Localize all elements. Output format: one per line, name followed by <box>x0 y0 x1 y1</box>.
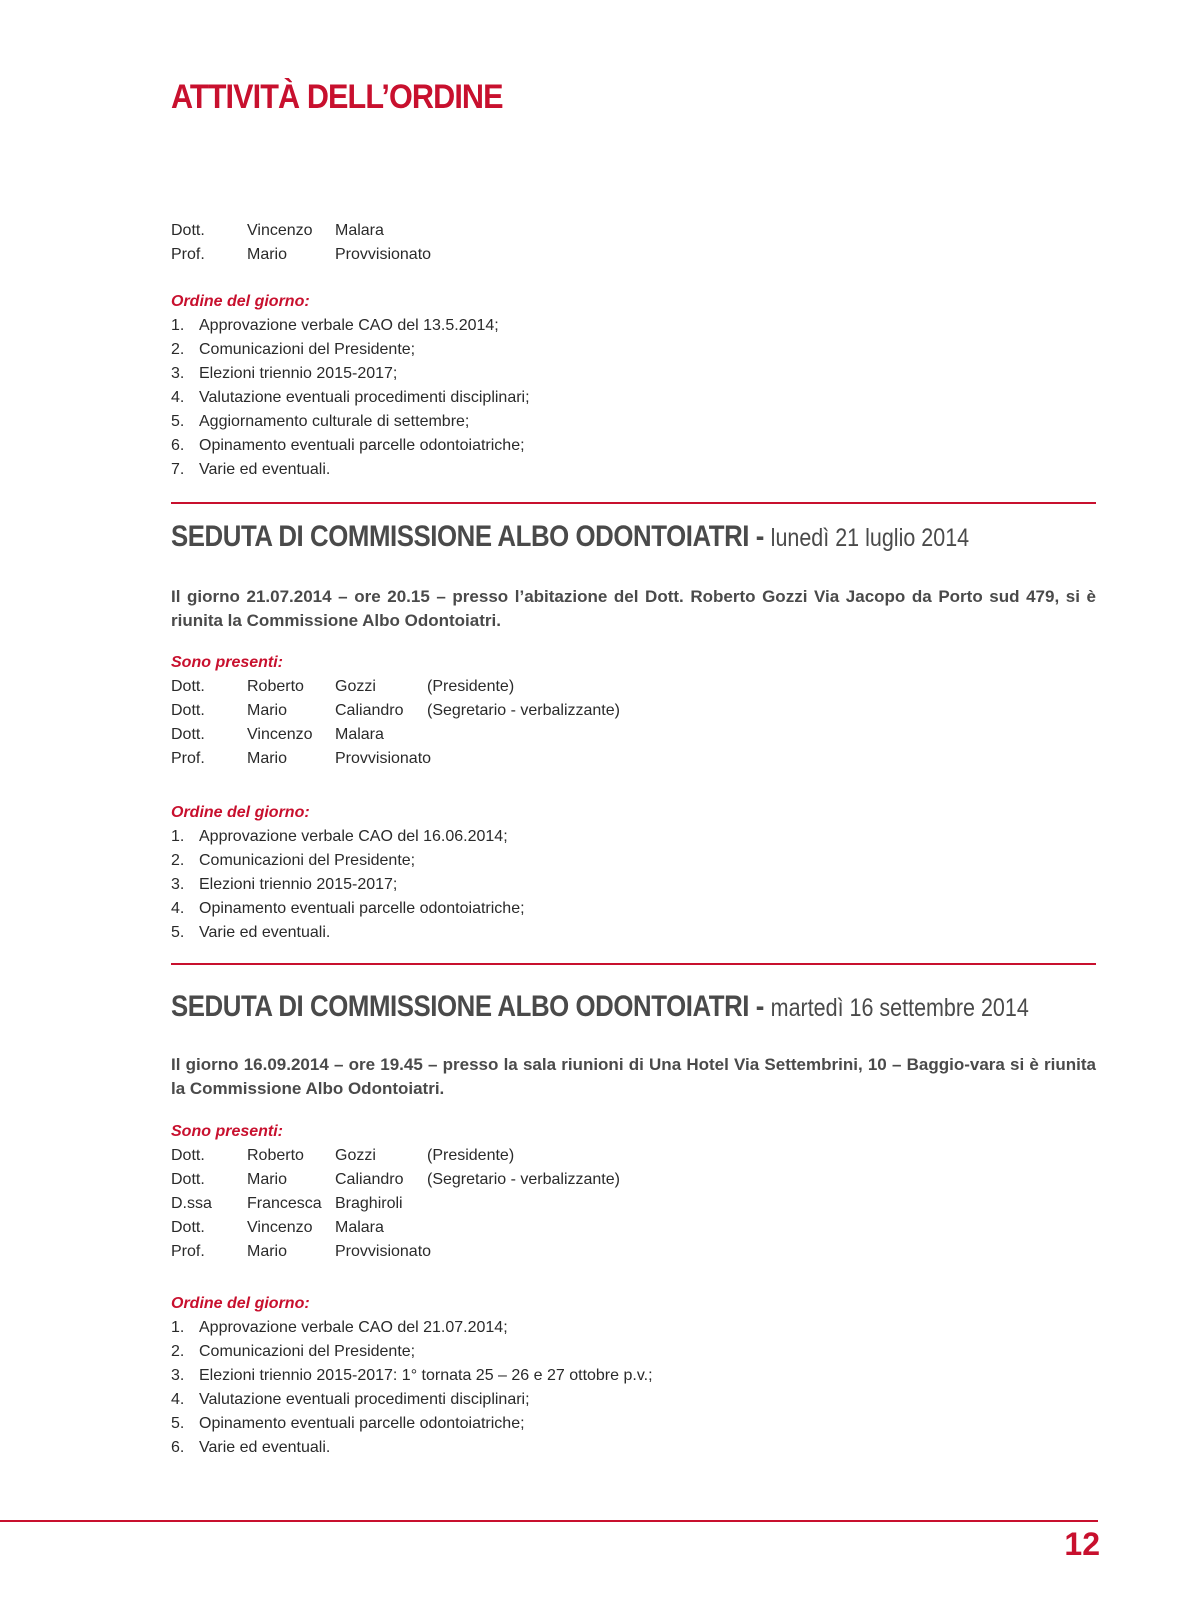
member-row <box>171 699 1096 723</box>
session-heading: SEDUTA DI COMMISSIONE ALBO ODONTOIATRI - <box>171 520 771 553</box>
present-label: Sono presenti: <box>171 654 284 671</box>
agenda-item <box>171 314 1096 338</box>
member-first-name: Vincenzo <box>247 222 313 239</box>
agenda-label: Ordine del giorno: <box>171 1295 310 1312</box>
footer-divider <box>0 1520 1098 1522</box>
agenda-item-number: 4. <box>171 1391 185 1408</box>
member-first-name: Mario <box>247 246 288 263</box>
member-title: Dott. <box>171 222 205 239</box>
member-role: (Presidente) <box>427 678 515 695</box>
member-title: Prof. <box>171 246 205 263</box>
agenda-item <box>171 362 1096 386</box>
session-heading: SEDUTA DI COMMISSIONE ALBO ODONTOIATRI - <box>171 990 771 1023</box>
agenda-item-number: 1. <box>171 317 185 334</box>
member-last-name: Malara <box>335 726 384 743</box>
member-last-name: Gozzi <box>335 678 376 695</box>
agenda-label: Ordine del giorno: <box>171 804 310 821</box>
session-title <box>171 520 1096 554</box>
member-title: Prof. <box>171 1243 205 1260</box>
agenda-list <box>171 314 1096 482</box>
member-row <box>171 1144 1096 1168</box>
member-last-name: Malara <box>335 222 384 239</box>
agenda-item <box>171 458 1096 482</box>
member-title: Dott. <box>171 1171 205 1188</box>
member-title: Dott. <box>171 726 205 743</box>
agenda-item-text: Comunicazioni del Presidente; <box>199 852 416 869</box>
member-role: (Segretario - verbalizzante) <box>427 702 620 719</box>
member-first-name: Francesca <box>247 1195 322 1212</box>
member-row <box>171 747 1096 771</box>
agenda-item-number: 4. <box>171 389 185 406</box>
agenda-item <box>171 873 1096 897</box>
page-number: 12 <box>1064 1526 1100 1562</box>
present-members-list <box>171 651 1096 771</box>
member-row <box>171 723 1096 747</box>
agenda-label: Ordine del giorno: <box>171 293 310 310</box>
member-first-name: Mario <box>247 1243 288 1260</box>
member-role: (Segretario - verbalizzante) <box>427 1171 620 1188</box>
agenda-item-number: 6. <box>171 1439 185 1456</box>
member-title: Dott. <box>171 678 205 695</box>
member-row <box>171 1192 1096 1216</box>
agenda-item-text: Comunicazioni del Presidente; <box>199 1343 416 1360</box>
agenda-item <box>171 1436 1096 1460</box>
member-first-name: Roberto <box>247 678 304 695</box>
agenda-item-text: Opinamento eventuali parcelle odontoiatriche; <box>199 900 525 917</box>
agenda-item-text: Elezioni triennio 2015-2017: 1° tornata 25 – 26 e 27 ottobre p.v.; <box>199 1367 653 1384</box>
member-row <box>171 675 1096 699</box>
agenda-item <box>171 897 1096 921</box>
agenda-item-number: 5. <box>171 413 185 430</box>
agenda-item <box>171 921 1096 945</box>
member-first-name: Mario <box>247 702 288 719</box>
member-last-name: Gozzi <box>335 1147 376 1164</box>
agenda-item <box>171 825 1096 849</box>
member-row <box>171 1216 1096 1240</box>
agenda-item <box>171 434 1096 458</box>
agenda-item-text: Valutazione eventuali procedimenti disciplinari; <box>199 1391 530 1408</box>
member-last-name: Caliandro <box>335 702 404 719</box>
agenda-list <box>171 825 1096 945</box>
member-first-name: Mario <box>247 1171 288 1188</box>
member-row <box>171 219 1096 243</box>
section-header-title: ATTIVITÀ DELL’ORDINE <box>171 78 503 116</box>
agenda-item <box>171 338 1096 362</box>
agenda-item-number: 4. <box>171 900 185 917</box>
session-intro: Il giorno 21.07.2014 – ore 20.15 – presso l’abitazione del Dott. Roberto Gozzi Via Jacopo da Porto sud 479, si è riunita la Commissione Albo Odontoiatri. <box>171 587 1096 630</box>
section-divider <box>171 502 1096 504</box>
agenda-item-number: 3. <box>171 876 185 893</box>
member-role: (Presidente) <box>427 1147 515 1164</box>
member-last-name: Caliandro <box>335 1171 404 1188</box>
top-members-list <box>171 219 1096 267</box>
member-first-name: Vincenzo <box>247 726 313 743</box>
agenda-item <box>171 1412 1096 1436</box>
agenda-item <box>171 849 1096 873</box>
agenda-item-text: Varie ed eventuali. <box>199 1439 331 1456</box>
agenda-item-number: 2. <box>171 852 185 869</box>
agenda-item-text: Approvazione verbale CAO del 21.07.2014; <box>199 1319 508 1336</box>
agenda-item-number: 2. <box>171 1343 185 1360</box>
member-title: Dott. <box>171 1219 205 1236</box>
top-agenda <box>171 290 1096 482</box>
agenda-item-text: Approvazione verbale CAO del 16.06.2014; <box>199 828 508 845</box>
agenda-item-text: Varie ed eventuali. <box>199 924 331 941</box>
member-last-name: Provvisionato <box>335 246 432 263</box>
member-title: Prof. <box>171 750 205 767</box>
present-label: Sono presenti: <box>171 1123 284 1140</box>
agenda-item-number: 5. <box>171 924 185 941</box>
agenda-item-text: Opinamento eventuali parcelle odontoiatriche; <box>199 1415 525 1432</box>
agenda-item <box>171 386 1096 410</box>
present-members-list <box>171 1120 1096 1264</box>
session-date: lunedì 21 luglio 2014 <box>770 524 970 552</box>
agenda-item-number: 3. <box>171 1367 185 1384</box>
section-divider <box>171 963 1096 965</box>
agenda-item-text: Varie ed eventuali. <box>199 461 331 478</box>
session-title <box>171 990 1096 1024</box>
agenda-item <box>171 1388 1096 1412</box>
agenda-item-number: 2. <box>171 341 185 358</box>
member-last-name: Braghiroli <box>335 1195 403 1212</box>
agenda-item-number: 1. <box>171 1319 185 1336</box>
member-first-name: Mario <box>247 750 288 767</box>
member-last-name: Malara <box>335 1219 384 1236</box>
agenda-item-text: Approvazione verbale CAO del 13.5.2014; <box>199 317 499 334</box>
member-row <box>171 1168 1096 1192</box>
agenda-item <box>171 1364 1096 1388</box>
member-title: Dott. <box>171 702 205 719</box>
agenda-item-text: Elezioni triennio 2015-2017; <box>199 365 398 382</box>
member-title: D.ssa <box>171 1195 212 1212</box>
agenda-item <box>171 410 1096 434</box>
agenda-item-number: 1. <box>171 828 185 845</box>
member-last-name: Provvisionato <box>335 1243 432 1260</box>
session-agenda <box>171 801 1096 945</box>
member-first-name: Roberto <box>247 1147 304 1164</box>
member-last-name: Provvisionato <box>335 750 432 767</box>
agenda-item-text: Elezioni triennio 2015-2017; <box>199 876 398 893</box>
agenda-item-number: 7. <box>171 461 185 478</box>
agenda-item-number: 6. <box>171 437 185 454</box>
member-title: Dott. <box>171 1147 205 1164</box>
agenda-item-text: Comunicazioni del Presidente; <box>199 341 416 358</box>
member-first-name: Vincenzo <box>247 1219 313 1236</box>
member-row <box>171 1240 1096 1264</box>
agenda-item-text: Aggiornamento culturale di settembre; <box>199 413 470 430</box>
session-date: martedì 16 settembre 2014 <box>770 994 1029 1022</box>
agenda-item <box>171 1316 1096 1340</box>
agenda-item-number: 5. <box>171 1415 185 1432</box>
agenda-item-text: Opinamento eventuali parcelle odontoiatriche; <box>199 437 525 454</box>
session-agenda <box>171 1292 1096 1460</box>
agenda-item-number: 3. <box>171 365 185 382</box>
member-row <box>171 243 1096 267</box>
agenda-item-text: Valutazione eventuali procedimenti disciplinari; <box>199 389 530 406</box>
agenda-list <box>171 1316 1096 1460</box>
agenda-item <box>171 1340 1096 1364</box>
session-intro: Il giorno 16.09.2014 – ore 19.45 – presso la sala riunioni di Una Hotel Via Settembrini, 10 – Baggio-vara si è riunita la Commissione Albo Odontoiatri. <box>171 1055 1096 1098</box>
